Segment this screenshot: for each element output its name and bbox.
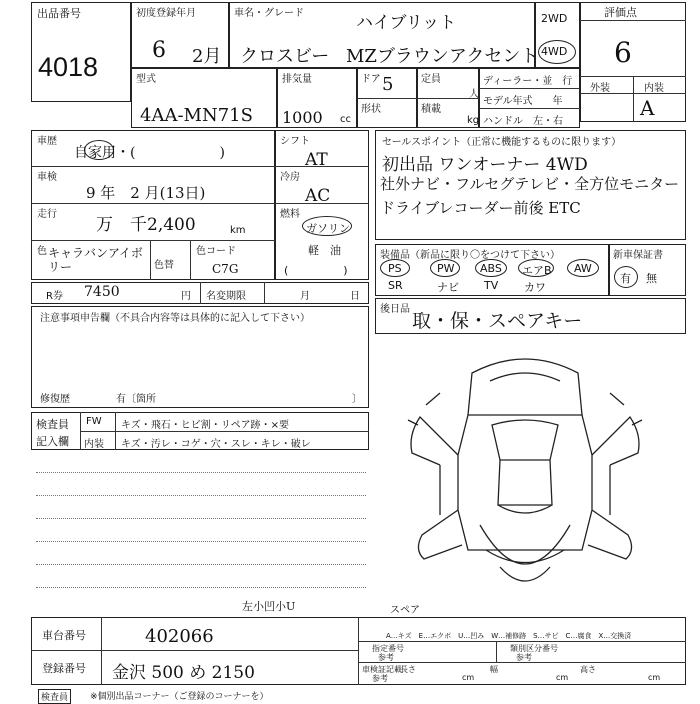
equip-pw: PW bbox=[437, 262, 455, 275]
warranty-label: 新車保証書 bbox=[613, 250, 663, 261]
bottom-text: ※個別出品コーナー（ご登録のコーナーを） bbox=[90, 692, 269, 702]
equipment-label: 装備品（新品に限り〇をつけて下さい） bbox=[380, 250, 560, 261]
cc-unit: cc bbox=[340, 114, 351, 125]
sales-label: セールスポイント（正常に機能するものに限ります） bbox=[382, 137, 622, 148]
dealer-text: ディーラー・並 行 bbox=[483, 76, 573, 87]
warranty-no: 無 bbox=[646, 272, 657, 285]
deadline-label: 名変期限 bbox=[206, 291, 246, 302]
diagram-note: 左小凹小U bbox=[242, 600, 296, 613]
equip-aw: AW bbox=[574, 262, 592, 275]
fuel-diesel: 軽 油 bbox=[308, 244, 341, 257]
notes-label: 注意事項申告欄（不具合内容等は具体的に記入して下さい） bbox=[40, 313, 310, 324]
drive-2wd: 2WD bbox=[541, 12, 568, 25]
aftermarket-value: 取・保・スペアキー bbox=[412, 310, 583, 332]
grade-text: MZブラウンアクセント bbox=[346, 46, 539, 67]
height-label: 高さ bbox=[580, 665, 596, 674]
car-diagram bbox=[400, 345, 650, 610]
int-label: 内装 bbox=[644, 83, 664, 94]
spec-ref: 参考 bbox=[378, 653, 394, 662]
shift-value: AT bbox=[305, 150, 328, 170]
doors-label: ドア bbox=[361, 74, 381, 85]
spare-label: スペア bbox=[390, 605, 420, 616]
reg-month: 2月 bbox=[192, 46, 222, 67]
handle-text: ハンドル 左・右 bbox=[483, 116, 563, 127]
equip-ps: PS bbox=[388, 262, 402, 275]
shift-label: シフト bbox=[280, 136, 310, 147]
ac-label: 冷房 bbox=[280, 172, 300, 183]
lot-label: 出品番号 bbox=[37, 7, 81, 20]
repair-value: 有〔箇所 bbox=[116, 394, 156, 405]
int-grade: A bbox=[640, 96, 655, 120]
type-label: 型式 bbox=[136, 74, 156, 85]
recycle-yen: 円 bbox=[181, 291, 191, 302]
fuel-label: 燃料 bbox=[280, 209, 300, 220]
load-unit: kg bbox=[467, 115, 480, 126]
car-name: クロスビー bbox=[240, 46, 330, 67]
history-value: 自家用・( ) bbox=[74, 145, 225, 161]
cat-label: 類別区分番号 bbox=[510, 644, 558, 653]
color-label: 色 bbox=[37, 246, 47, 257]
fuel-other: ( ) bbox=[284, 264, 348, 277]
deadline-month: 月 bbox=[300, 291, 310, 302]
recycle-label: R券 bbox=[46, 291, 63, 302]
reg-label: 登録番号 bbox=[42, 662, 86, 675]
int-items: キズ・汚レ・コゲ・穴・スレ・キレ・破レ bbox=[121, 439, 311, 450]
score: 6 bbox=[614, 36, 632, 69]
sales-line1: 初出品 ワンオーナー 4WD bbox=[382, 155, 588, 175]
km-unit: km bbox=[230, 225, 246, 236]
inspector-label2: 記入欄 bbox=[36, 435, 69, 448]
aftermarket-label: 後日品 bbox=[380, 304, 410, 315]
inspection-label: 車検 bbox=[37, 172, 57, 183]
size-ref: 参考 bbox=[372, 674, 388, 683]
first-reg-label: 初度登録年月 bbox=[136, 8, 196, 19]
model-label: 車名・グレード bbox=[234, 8, 304, 19]
cat-ref: 参考 bbox=[516, 653, 532, 662]
width-label: 幅 bbox=[490, 665, 498, 674]
chassis-value: 402066 bbox=[145, 626, 214, 647]
grade-label: 評価点 bbox=[604, 6, 637, 19]
repair-end: 〕 bbox=[352, 394, 362, 405]
reg-year: 6 bbox=[152, 38, 166, 63]
fuel-gas: ガソリン bbox=[306, 222, 350, 235]
mileage-value: 万 千2,400 bbox=[96, 215, 196, 235]
length-label: 長さ bbox=[400, 665, 416, 674]
equip-leather: カワ bbox=[524, 281, 546, 294]
repair-label: 修復歴 bbox=[40, 394, 70, 405]
fw-items: キズ・飛石・ヒビ割・リペア跡・×要 bbox=[121, 420, 289, 431]
doors-value: 5 bbox=[382, 74, 394, 95]
lot-number: 4018 bbox=[38, 52, 99, 82]
equip-abs: ABS bbox=[480, 262, 502, 275]
equip-navi: ナビ bbox=[437, 281, 459, 294]
reg-value: 金沢 500 め 2150 bbox=[112, 663, 255, 683]
sales-line3: ドライブレコーダー前後 ETC bbox=[380, 199, 581, 217]
disp-label: 排気量 bbox=[282, 74, 312, 85]
disp-value: 1000 bbox=[282, 108, 323, 127]
equip-sr: SR bbox=[388, 279, 403, 292]
bottom-label: 検査員 bbox=[38, 689, 71, 704]
spec-label: 指定番号 bbox=[372, 644, 404, 653]
type-value: 4AA-MN71S bbox=[140, 105, 253, 126]
int-label-row: 内装 bbox=[84, 439, 104, 450]
sales-line2: 社外ナビ・フルセグテレビ・全方位モニター bbox=[380, 175, 680, 193]
inspector-label1: 検査員 bbox=[36, 418, 69, 431]
height-unit: cm bbox=[648, 673, 661, 682]
width-unit: cm bbox=[556, 673, 569, 682]
ac-value: AC bbox=[305, 186, 331, 206]
color-code: C7G bbox=[212, 262, 239, 276]
length-unit: cm bbox=[462, 673, 475, 682]
warranty-yes: 有 bbox=[620, 272, 631, 285]
color-change-label: 色替 bbox=[154, 260, 174, 271]
drive-4wd: 4WD bbox=[541, 45, 568, 58]
load-label: 積載 bbox=[421, 104, 441, 115]
cap-label: 定員 bbox=[421, 74, 441, 85]
fw-label: FW bbox=[86, 416, 102, 427]
legend-text: A…キズ E…エクボ U…凹み W…補修跡 S…サビ C…腐食 X…交換済 bbox=[386, 632, 632, 640]
mileage-label: 走行 bbox=[37, 209, 57, 220]
shape-label: 形状 bbox=[361, 104, 381, 115]
equip-tv: TV bbox=[484, 279, 499, 292]
deadline-day: 日 bbox=[350, 291, 360, 302]
chassis-label: 車台番号 bbox=[42, 629, 86, 642]
color-code-label: 色コード bbox=[196, 246, 236, 257]
equip-airbag: エアB bbox=[522, 264, 552, 277]
history-label: 車歴 bbox=[37, 136, 57, 147]
color-value: キャラバンアイボリー bbox=[48, 246, 143, 274]
cap-unit: 人 bbox=[469, 89, 479, 100]
size-label: 車検証記載 bbox=[362, 665, 402, 674]
model-year-text: モデル年式 年 bbox=[483, 96, 563, 107]
hybrid-text: ハイブリット bbox=[356, 13, 457, 33]
recycle-value: 7450 bbox=[84, 284, 120, 300]
inspection-value: 9 年 2 月(13日) bbox=[86, 184, 206, 202]
ext-label: 外装 bbox=[590, 83, 610, 94]
